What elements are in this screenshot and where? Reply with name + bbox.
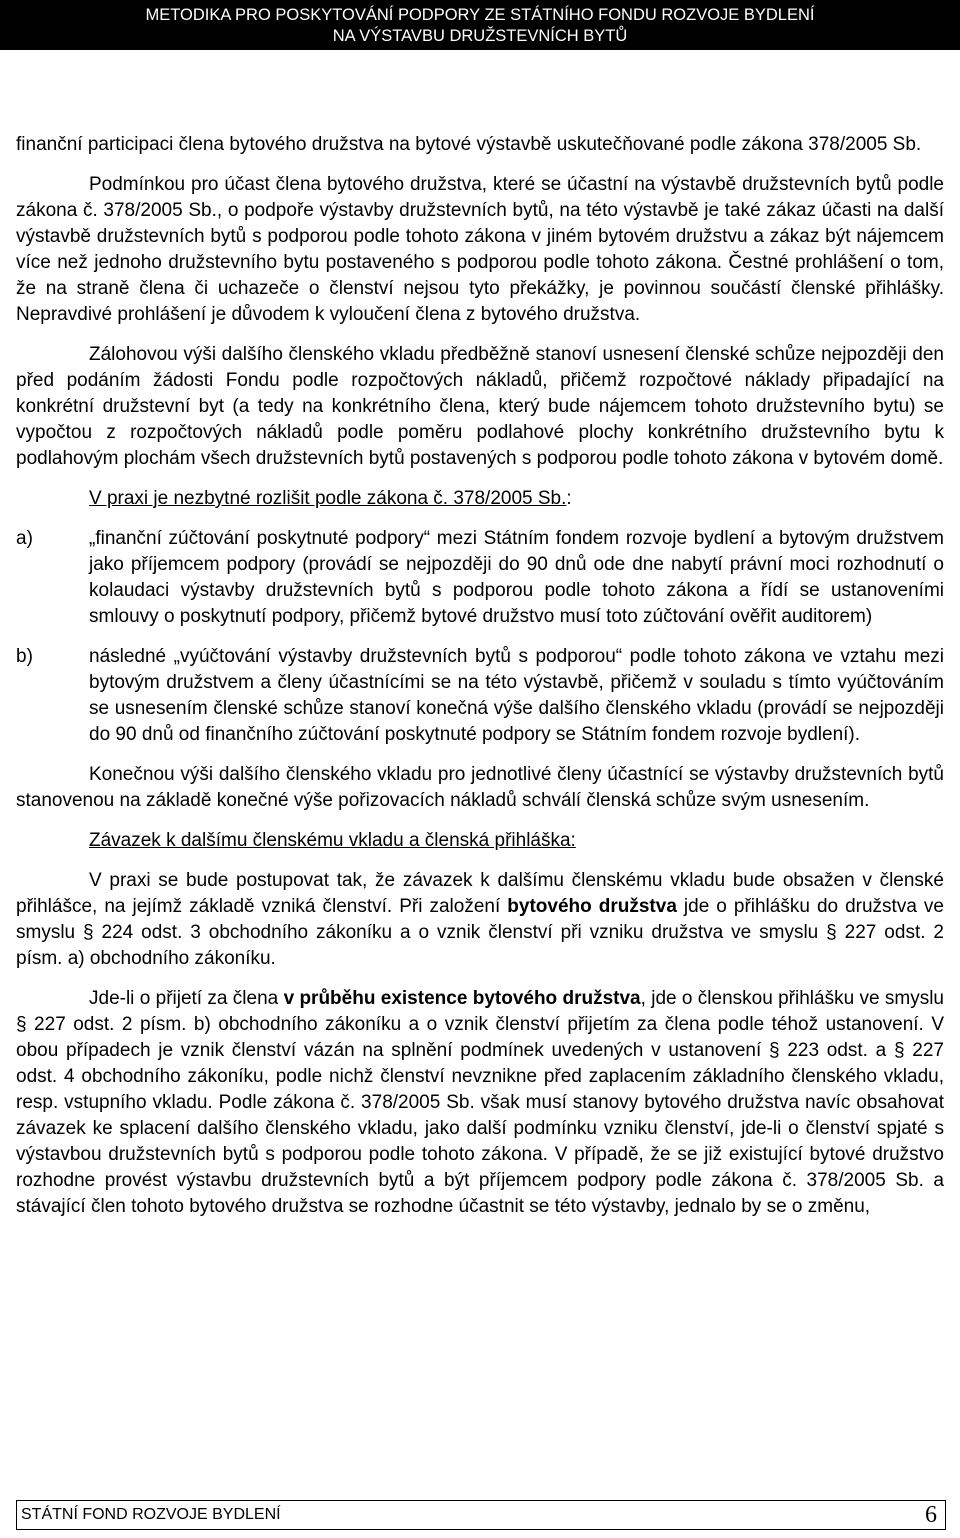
paragraph-1: finanční participaci člena bytového družstva na bytové výstavbě uskutečňované podle zákona 378/2005 Sb. (16, 134, 922, 155)
footer-org-name: STÁTNÍ FOND ROZVOJE BYDLENÍ (21, 1506, 281, 1523)
section-heading-1 (16, 486, 944, 512)
document-body (16, 132, 944, 1220)
paragraph-5-bold: bytového družstva (507, 896, 677, 917)
paragraph-6-part-1: Jde-li o přijetí za člena (89, 988, 284, 1009)
page-footer (16, 1500, 946, 1530)
paragraph-5-part-2: jde o přihlášku do družstva ve smyslu § 224 odst. 3 obchodního zákoníku a o vznik členství při vzniku družstva ve smyslu § 227 odst. 2 písm. a) obchodního zákoníku. (16, 896, 944, 969)
list-item-a-label: a) (16, 528, 33, 549)
paragraph-5-part-1: V praxi se bude postupovat tak, že závazek k dalšímu členskému vkladu bude obsažen v členské přihlášce, na jejímž základě vzniká členství. Při založení (16, 870, 944, 917)
list-item-b-text: následné „vyúčtování výstavby družstevních bytů s podporou“ podle tohoto zákona ve vztahu mezi bytovým družstvem a členy účastnícími se na této výstavbě, přičemž v souladu s tímto vyúčtováním se usnesením členské schůze stanoví konečná výše dalšího členského vkladu (provádí se nejpozději do 90 dnů od finančního zúčtování poskytnuté podpory se Státním fondem rozvoje bydlení). (89, 646, 944, 745)
section-heading-1-text: V praxi je nezbytné rozlišit podle zákona č. 378/2005 Sb. (89, 488, 567, 509)
paragraph-3: Zálohovou výši dalšího členského vkladu předběžně stanoví usnesení členské schůze nejpozději den před podáním žádosti Fondu podle rozpočtových nákladů, přičemž rozpočtové náklady připadající na konkrétní družstevní byt (a tedy na konkrétního člena, který bude nájemcem tohoto družstevního bytu) se vypočtou z rozpočtových nákladů podle poměru podlahové plochy konkrétního družstevního bytu k podlahovým plochám všech družstevních bytů postavených s podporou podle tohoto zákona v bytovém domě. (16, 344, 944, 469)
page-number: 6 (925, 1501, 937, 1528)
paragraph-5 (16, 868, 944, 972)
list-item-a (16, 526, 944, 630)
paragraph-4: Konečnou výši dalšího členského vkladu pro jednotlivé členy účastnící se výstavby družstevních bytů stanovenou na základě konečné výše pořizovacích nákladů schválí členská schůze svým usnesením. (16, 764, 944, 811)
paragraph-6-bold: v průběhu existence bytového družstva (283, 988, 641, 1009)
list-item-a-text: „finanční zúčtování poskytnuté podpory“ mezi Státním fondem rozvoje bydlení a bytovým družstvem jako příjemcem podpory (provádí se nejpozději do 90 dnů ode dne nabytí právní moci rozhodnutí o kolaudaci výstavby družstevních bytů s podporou podle tohoto zákona a řídí se ustanoveními smlouvy o poskytnutí podpory, přičemž bytové družstvo musí toto zúčtování ověřit auditorem) (89, 528, 944, 627)
list-item-b-label: b) (16, 646, 33, 667)
paragraph-2: Podmínkou pro účast člena bytového družstva, které se účastní na výstavbě družstevních bytů podle zákona č. 378/2005 Sb., o podpoře výstavby družstevních bytů, na této výstavbě je také zákaz účasti na další výstavbě družstevních bytů s podporou podle tohoto zákona v jiném bytovém družstvu a zákaz být nájemcem více než jednoho družstevního bytu postaveného s podporou podle tohoto zákona. Čestné prohlášení o tom, že na straně člena či uchazeče o členství nejsou tyto překážky, je povinnou součástí členské přihlášky. Nepravdivé prohlášení je důvodem k vyloučení člena z bytového družstva. (16, 174, 944, 325)
section-heading-1-colon: : (566, 488, 572, 509)
paragraph-6 (16, 986, 944, 1220)
section-heading-2 (16, 828, 944, 854)
section-heading-2-text: Závazek k dalšímu členskému vkladu a členská přihláška: (89, 830, 576, 851)
header-title-line2: NA VÝSTAVBU DRUŽSTEVNÍCH BYTŮ (332, 27, 628, 45)
header-title-line1: METODIKA PRO POSKYTOVÁNÍ PODPORY ZE STÁTNÍHO FONDU ROZVOJE BYDLENÍ (145, 6, 815, 24)
list-item-b (16, 644, 944, 748)
paragraph-6-part-2: , jde o členskou přihlášku ve smyslu § 227 odst. 2 písm. b) obchodního zákoníku a o vznik členství přijetím za člena podle téhož ustanovení. V obou případech je vznik členství vázán na splnění podmínek uvedených v ustanovení § 223 odst. a § 227 odst. 4 obchodního zákoníku, podle nichž členství nevznikne před zaplacením základního členského vkladu, resp. vstupního vkladu. Podle zákona č. 378/2005 Sb. však musí stanovy bytového družstva navíc obsahovat závazek ke splacení dalšího členského vkladu, jako další podmínku vzniku členství, jde-li o členství spjaté s výstavbou družstevních bytů s podporou podle tohoto zákona. V případě, že se již existující bytové družstvo rozhodne provést výstavbu družstevních bytů a být příjemcem podpory podle zákona č. 378/2005 Sb. a stávající člen tohoto bytového družstva se rozhodne účastnit se této výstavby, jednalo by se o změnu, (16, 988, 944, 1217)
page-header (0, 0, 960, 50)
